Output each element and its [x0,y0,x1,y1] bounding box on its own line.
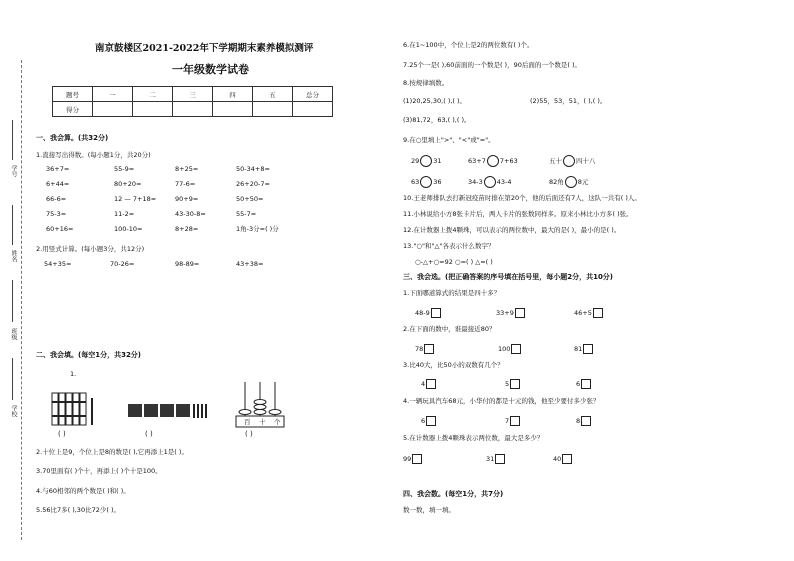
q9: 9.在○里填上">"、"<"或"="。 [403,136,495,144]
calc-item: 80+20= [114,180,142,188]
sec2-q3: 3.70里面有( )个十，再添上( )个十是100。 [36,467,162,475]
choice-q2: 2.在下面的数中，谁最接近80？ [403,325,496,333]
score-table [52,86,333,117]
q12: 12.在计数器上拨4颗珠，可以表示的两位数中，最大的是( )，最小的是( )。 [403,226,621,234]
sec2-q2: 2.十位上是9，个位上是8的数是( ),它再添上1是( )。 [36,448,188,456]
exam-subtitle: 一年级数学试卷 [172,63,249,76]
compare-item: 五十 四十八 [549,157,596,165]
school-line [12,358,13,400]
option-box[interactable] [426,379,436,389]
sec2-q4: 4.与60相邻的两个数是( )和( )。 [36,487,130,495]
calc-item: 100-10= [114,225,143,233]
option-box[interactable] [581,379,591,389]
option: 33+9 [496,308,525,318]
calc-item: 90+9= [175,195,199,203]
stick-bundles [52,393,92,425]
choice-q5: 5.在计数器上拨4颗珠表示两位数，最大是多少？ [403,434,544,442]
compare-circle[interactable] [487,155,499,167]
compare-circle[interactable] [420,176,432,188]
compare-item: 29 31 [411,157,442,165]
option-box[interactable] [511,344,521,354]
q11: 11.小林说给小方8张卡片后，两人卡片的张数同样多。原来小林比小方多( )张。 [403,210,633,218]
option-box[interactable] [515,308,525,318]
compare-item: 82角 8元 [549,178,589,186]
sec2-q1: 1. [70,370,77,378]
choice-q1: 1.下面哪道算式的结果是四十多？ [403,289,501,297]
vert-problem: 70-26= [110,260,135,268]
compare-item: 34-3 43-4 [468,178,512,186]
sec2-q5: 5.56比7多( ),30比72少( )。 [36,506,120,514]
class-label: 班级 [10,328,17,340]
score-head: 题号 [53,87,93,102]
calc-item: 50-34+8= [236,165,270,173]
calc-item: 43-30-8= [175,210,206,218]
compare-circle[interactable] [563,155,575,167]
score-head: 四 [213,87,253,102]
option: 46+5 [574,308,603,318]
compare-item: 63+7 7+63 [468,157,518,165]
name-label: 姓名 [10,250,17,262]
option-box[interactable] [431,308,441,318]
option-box[interactable] [593,308,603,318]
cube-bars [128,404,206,418]
id-line [12,120,13,160]
score-head: 五 [253,87,293,102]
q13: 13."○"和"△"各表示什么数字？ [403,242,495,250]
counting-illustration [40,378,300,444]
sec3-title: 三、我会选。(把正确答案的序号填在括号里，每小题2分，共10分) [403,273,614,281]
option: 6 [576,379,591,389]
vert-problem: 54+35= [44,260,72,268]
sec4-instruction: 数一数，填一填。 [403,506,455,514]
option: 81 [574,344,593,354]
calc-item: 26+20-7= [236,180,270,188]
option: 5 [505,379,520,389]
answer-blank[interactable]: ( ) [145,430,153,438]
calc-item: 6+44= [46,180,70,188]
vert-problem: 43+38= [236,260,264,268]
q8-1: (1)20,25,30,( ),( )。 [403,97,467,105]
abacus-label-tens: 十 [259,418,266,426]
calc-item: 11-2= [114,210,135,218]
option-box[interactable] [581,416,591,426]
answer-blank[interactable]: ( ) [245,430,253,438]
score-cell[interactable] [293,102,333,117]
q6: 6.在1~100中，个位上是2的两位数有( )个。 [403,41,534,49]
id-label: 学号 [10,165,17,177]
calc-item: 1角-3分=( )分 [236,225,279,233]
calc-item: 75-3= [46,210,67,218]
q8-2: (2)55，53，51，( ),( )。 [530,97,607,105]
calc-item: 77-6= [175,180,196,188]
option: 78 [415,344,434,354]
exam-title: 南京鼓楼区2021-2022年下学期期末素养模拟测评 [95,43,314,54]
option-box[interactable] [495,454,505,464]
score-head: 三 [173,87,213,102]
choice-q3: 3.比40大，比50小的双数有几个？ [403,361,504,369]
score-cell[interactable] [173,102,213,117]
calc-item: 36+7= [46,165,70,173]
answer-blank[interactable]: ( ) [58,430,66,438]
option: 40 [553,454,572,464]
score-cell[interactable] [93,102,133,117]
q7: 7.25个一是( ),60前面的一个数是( )，90后面的一个数是( )。 [403,61,581,69]
option-box[interactable] [412,454,422,464]
option: 8 [576,416,591,426]
school-label: 学校 [10,405,17,417]
option-box[interactable] [424,344,434,354]
score-head: 二 [133,87,173,102]
choice-q4: 4.一辆玩具汽车68元，小华付的都是十元的钱，他至少要付多少张？ [403,397,600,405]
calc-item: 55-9= [114,165,135,173]
vert-problem: 98-89= [175,260,200,268]
q10: 10.王老师排队去打新冠疫苗时排在第20个，他的后面还有7人，这队一共有( )人。 [403,194,641,202]
class-line [12,280,13,322]
option: 6 [421,416,436,426]
calc-item: 8+28= [175,225,199,233]
calc-item: 55-7= [236,210,257,218]
sec1-q1: 1.直接写出得数。(每小题1分，共20分) [36,151,151,159]
binding-line [21,60,22,540]
abacus-label-hundreds: 百 [244,418,251,426]
option: 100 [498,344,521,354]
score-cell[interactable] [213,102,253,117]
q8: 8.按规律填数。 [403,79,449,87]
calc-item: 8+25= [175,165,199,173]
name-line [12,205,13,245]
option-box[interactable] [510,416,520,426]
option: 7 [505,416,520,426]
score-head: 一 [93,87,133,102]
q8-3: (3)81,72，63,( ),( )。 [403,116,471,124]
sec1-title: 一、我会算。(共32分) [36,134,109,142]
compare-circle[interactable] [565,176,577,188]
score-cell[interactable] [253,102,293,117]
compare-circle[interactable] [484,176,496,188]
score-label: 得分 [53,102,93,117]
option: 31 [486,454,505,464]
score-cell[interactable] [133,102,173,117]
calc-item: 66-6= [46,195,67,203]
calc-item: 60+16= [46,225,74,233]
calc-item: 50+50= [236,195,264,203]
option-box[interactable] [510,379,520,389]
option: 48-9 [415,308,441,318]
sec2-title: 二、我会填。(每空1分，共32分) [36,351,142,359]
sec1-q2: 2.用竖式计算。(每小题3分，共12分) [36,245,145,253]
option-box[interactable] [583,344,593,354]
q13-equation: ○-△+○=92 ○=( ) △=( ) [415,258,493,266]
abacus-label-ones: 个 [274,418,281,426]
compare-circle[interactable] [420,155,432,167]
calc-item: 12 — 7+18= [114,195,157,203]
score-head: 总分 [293,87,333,102]
sec4-title: 四、我会数。(每空1分，共7分) [403,490,504,498]
option-box[interactable] [426,416,436,426]
option: 99 [403,454,422,464]
option: 4 [421,379,436,389]
option-box[interactable] [562,454,572,464]
compare-item: 63 36 [411,178,442,186]
